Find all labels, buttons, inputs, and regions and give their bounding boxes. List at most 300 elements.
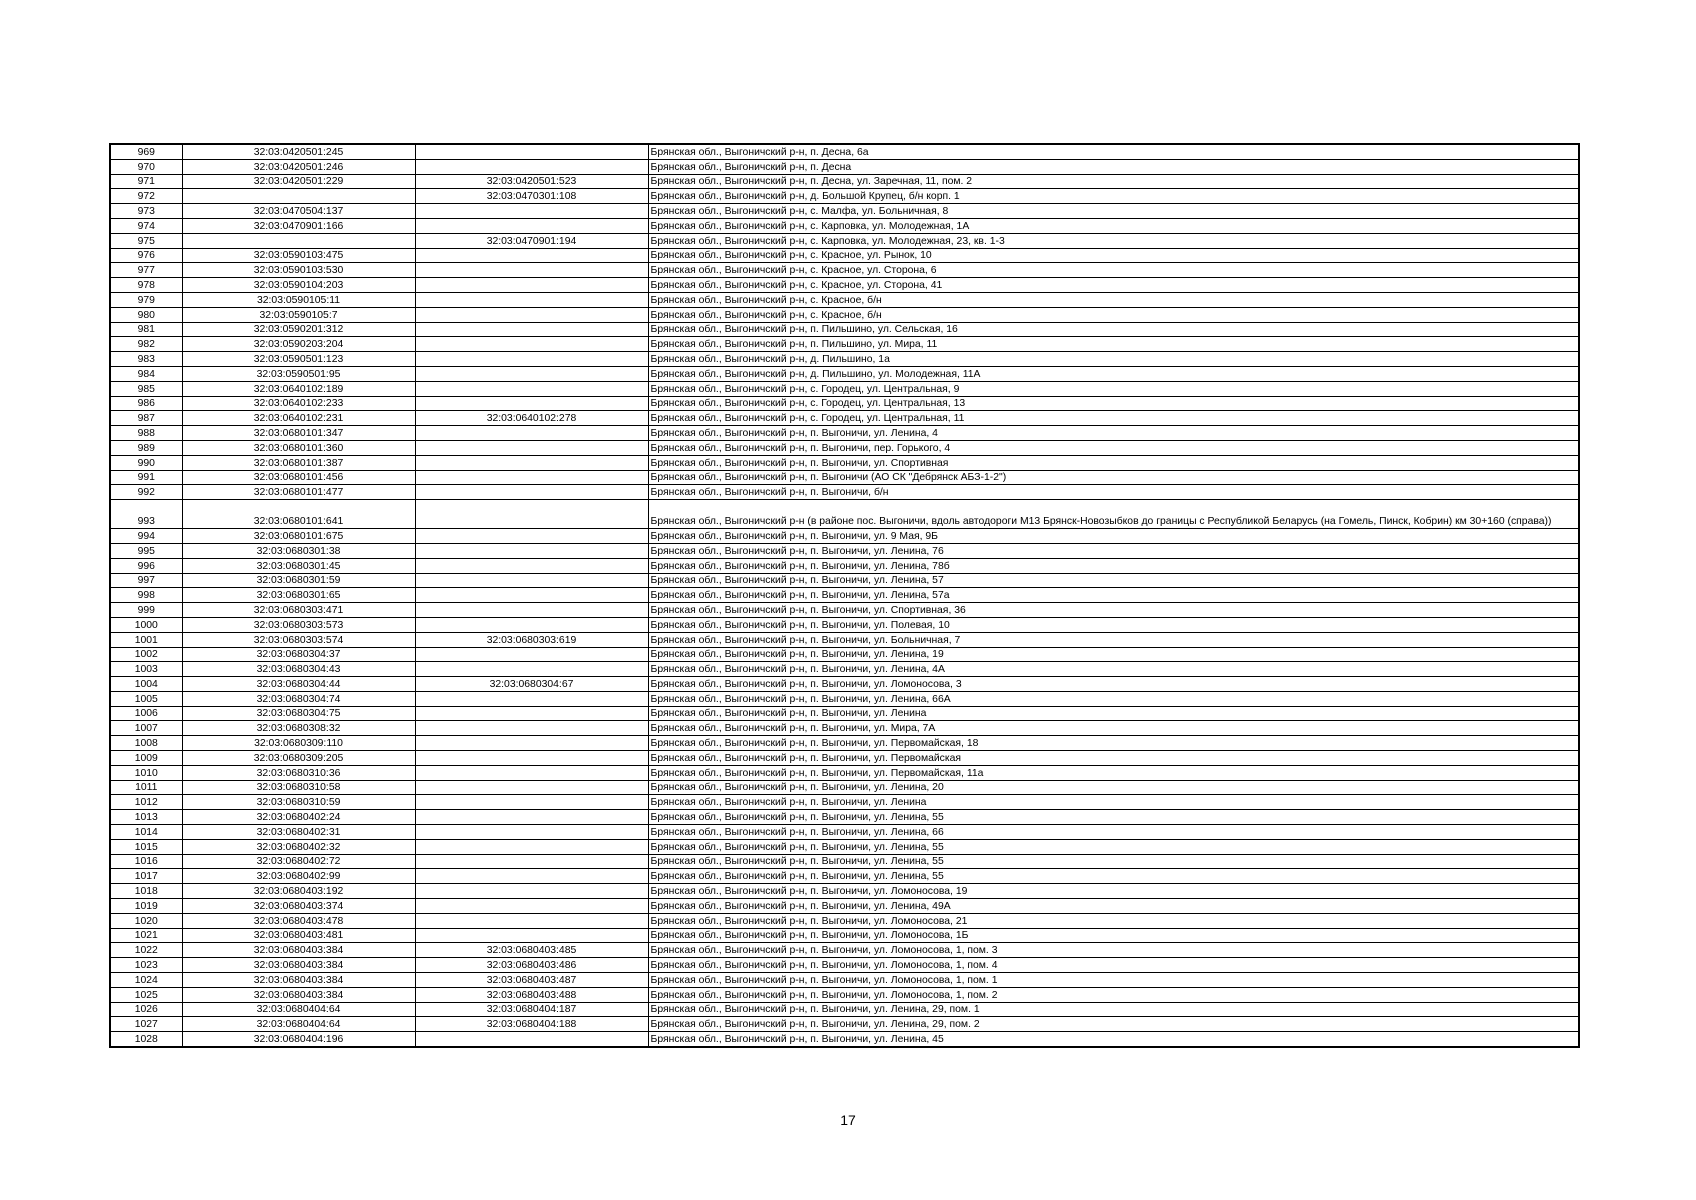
- sub-object-number-cell: [415, 455, 648, 470]
- cadastral-number-cell: 32:03:0680403:384: [182, 987, 415, 1002]
- cadastral-number-cell: 32:03:0680404:64: [182, 1002, 415, 1017]
- address-cell: Брянская обл., Выгоничский р-н (в районе пос. Выгоничи, вдоль автодороги М13 Брянск-Новозыбков до границы с Республикой Беларусь (на Гомель, Пинск, Кобрин) км 30+160 (справа)): [648, 500, 1579, 529]
- sub-object-number-cell: [415, 736, 648, 751]
- cadastral-number-cell: 32:03:0680403:384: [182, 958, 415, 973]
- cadastral-number-cell: 32:03:0680101:347: [182, 426, 415, 441]
- row-number-cell: 982: [110, 337, 182, 352]
- address-cell: Брянская обл., Выгоничский р-н, с. Малфа, ул. Больничная, 8: [648, 204, 1579, 219]
- sub-object-number-cell: 32:03:0420501:523: [415, 174, 648, 189]
- address-cell: Брянская обл., Выгоничский р-н, п. Выгоничи, ул. Спортивная: [648, 455, 1579, 470]
- cadastral-number-cell: 32:03:0590104:203: [182, 278, 415, 293]
- table-row: [110, 632, 1579, 647]
- cadastral-number-cell: 32:03:0680310:58: [182, 780, 415, 795]
- row-number-cell: 984: [110, 366, 182, 381]
- cadastral-number-cell: 32:03:0680402:99: [182, 869, 415, 884]
- sub-object-number-cell: 32:03:0680404:188: [415, 1017, 648, 1032]
- table-row: [110, 263, 1579, 278]
- cadastral-number-cell: [182, 189, 415, 204]
- address-cell: Брянская обл., Выгоничский р-н, п. Пильшино, ул. Сельская, 16: [648, 322, 1579, 337]
- page-number: 17: [840, 1112, 856, 1128]
- address-cell: Брянская обл., Выгоничский р-н, с. Карповка, ул. Молодежная, 23, кв. 1-3: [648, 233, 1579, 248]
- cadastral-number-cell: 32:03:0680304:75: [182, 706, 415, 721]
- address-cell: Брянская обл., Выгоничский р-н, п. Выгоничи, ул. Ленина, 78б: [648, 558, 1579, 573]
- address-cell: Брянская обл., Выгоничский р-н, с. Карповка, ул. Молодежная, 1А: [648, 218, 1579, 233]
- sub-object-number-cell: [415, 500, 648, 529]
- row-number-cell: 1011: [110, 780, 182, 795]
- address-cell: Брянская обл., Выгоничский р-н, с. Красное, ул. Сторона, 41: [648, 278, 1579, 293]
- table-row: [110, 839, 1579, 854]
- address-cell: Брянская обл., Выгоничский р-н, п. Выгоничи, ул. Ломоносова, 3: [648, 677, 1579, 692]
- cadastral-number-cell: [182, 233, 415, 248]
- registry-table-sheet: [109, 143, 1580, 1048]
- table-row: [110, 352, 1579, 367]
- sub-object-number-cell: [415, 751, 648, 766]
- address-cell: Брянская обл., Выгоничский р-н, д. Пильшино, 1а: [648, 352, 1579, 367]
- table-row: [110, 455, 1579, 470]
- table-row: [110, 322, 1579, 337]
- table-row: [110, 810, 1579, 825]
- row-number-cell: 1000: [110, 617, 182, 632]
- row-number-cell: 986: [110, 396, 182, 411]
- cadastral-number-cell: 32:03:0470901:166: [182, 218, 415, 233]
- sub-object-number-cell: [415, 366, 648, 381]
- table-row: [110, 366, 1579, 381]
- table-row: [110, 943, 1579, 958]
- table-row: [110, 426, 1579, 441]
- address-cell: Брянская обл., Выгоничский р-н, д. Большой Крупец, б/н корп. 1: [648, 189, 1579, 204]
- row-number-cell: 1012: [110, 795, 182, 810]
- table-row: [110, 381, 1579, 396]
- cadastral-number-cell: 32:03:0590203:204: [182, 337, 415, 352]
- sub-object-number-cell: [415, 263, 648, 278]
- cadastral-number-cell: 32:03:0420501:245: [182, 144, 415, 159]
- sub-object-number-cell: 32:03:0680304:67: [415, 677, 648, 692]
- sub-object-number-cell: [415, 159, 648, 174]
- table-row: [110, 218, 1579, 233]
- address-cell: Брянская обл., Выгоничский р-н, п. Выгоничи, ул. Мира, 7А: [648, 721, 1579, 736]
- sub-object-number-cell: 32:03:0680403:487: [415, 973, 648, 988]
- cadastral-number-cell: 32:03:0680101:477: [182, 485, 415, 500]
- row-number-cell: 1017: [110, 869, 182, 884]
- table-row: [110, 751, 1579, 766]
- sub-object-number-cell: [415, 588, 648, 603]
- row-number-cell: 1026: [110, 1002, 182, 1017]
- row-number-cell: 977: [110, 263, 182, 278]
- row-number-cell: 1021: [110, 928, 182, 943]
- table-row: [110, 736, 1579, 751]
- cadastral-number-cell: 32:03:0680304:37: [182, 647, 415, 662]
- row-number-cell: 1013: [110, 810, 182, 825]
- table-row: [110, 987, 1579, 1002]
- table-row: [110, 662, 1579, 677]
- cadastral-number-cell: 32:03:0680301:38: [182, 543, 415, 558]
- row-number-cell: 975: [110, 233, 182, 248]
- row-number-cell: 1022: [110, 943, 182, 958]
- cadastral-number-cell: 32:03:0680403:384: [182, 973, 415, 988]
- row-number-cell: 1023: [110, 958, 182, 973]
- address-cell: Брянская обл., Выгоничский р-н, п. Выгоничи, ул. Ломоносова, 1, пом. 4: [648, 958, 1579, 973]
- cadastral-number-cell: 32:03:0680404:64: [182, 1017, 415, 1032]
- cadastral-number-cell: 32:03:0590105:11: [182, 292, 415, 307]
- sub-object-number-cell: [415, 928, 648, 943]
- cadastral-number-cell: 32:03:0680304:43: [182, 662, 415, 677]
- address-cell: Брянская обл., Выгоничский р-н, п. Выгоничи, ул. Первомайская: [648, 751, 1579, 766]
- cadastral-number-cell: 32:03:0680303:574: [182, 632, 415, 647]
- address-cell: Брянская обл., Выгоничский р-н, п. Выгоничи, ул. Ленина, 29, пом. 1: [648, 1002, 1579, 1017]
- row-number-cell: 1009: [110, 751, 182, 766]
- row-number-cell: 995: [110, 543, 182, 558]
- sub-object-number-cell: [415, 825, 648, 840]
- table-row: [110, 204, 1579, 219]
- sub-object-number-cell: [415, 617, 648, 632]
- cadastral-number-cell: 32:03:0680309:205: [182, 751, 415, 766]
- row-number-cell: 1020: [110, 913, 182, 928]
- address-cell: Брянская обл., Выгоничский р-н, п. Выгоничи, ул. Ломоносова, 19: [648, 884, 1579, 899]
- sub-object-number-cell: 32:03:0680404:187: [415, 1002, 648, 1017]
- row-number-cell: 974: [110, 218, 182, 233]
- row-number-cell: 1024: [110, 973, 182, 988]
- sub-object-number-cell: [415, 899, 648, 914]
- sub-object-number-cell: [415, 218, 648, 233]
- address-cell: Брянская обл., Выгоничский р-н, п. Пильшино, ул. Мира, 11: [648, 337, 1579, 352]
- row-number-cell: 970: [110, 159, 182, 174]
- address-cell: Брянская обл., Выгоничский р-н, п. Выгоничи, ул. Первомайская, 18: [648, 736, 1579, 751]
- table-row: [110, 780, 1579, 795]
- cadastral-number-cell: 32:03:0680303:471: [182, 603, 415, 618]
- cadastral-number-cell: 32:03:0680101:456: [182, 470, 415, 485]
- address-cell: Брянская обл., Выгоничский р-н, п. Выгоничи, ул. Ленина, 66А: [648, 691, 1579, 706]
- cadastral-number-cell: 32:03:0590501:123: [182, 352, 415, 367]
- cadastral-number-cell: 32:03:0680301:65: [182, 588, 415, 603]
- cadastral-number-cell: 32:03:0680309:110: [182, 736, 415, 751]
- address-cell: Брянская обл., Выгоничский р-н, п. Выгоничи, ул. Ленина, 45: [648, 1032, 1579, 1047]
- address-cell: Брянская обл., Выгоничский р-н, п. Выгоничи, ул. Полевая, 10: [648, 617, 1579, 632]
- cadastral-number-cell: 32:03:0680402:31: [182, 825, 415, 840]
- row-number-cell: 983: [110, 352, 182, 367]
- sub-object-number-cell: [415, 795, 648, 810]
- sub-object-number-cell: [415, 292, 648, 307]
- row-number-cell: 1018: [110, 884, 182, 899]
- row-number-cell: 976: [110, 248, 182, 263]
- table-row: [110, 470, 1579, 485]
- cadastral-number-cell: 32:03:0590501:95: [182, 366, 415, 381]
- address-cell: Брянская обл., Выгоничский р-н, п. Выгоничи, ул. Ломоносова, 1Б: [648, 928, 1579, 943]
- table-row: [110, 1032, 1579, 1047]
- sub-object-number-cell: [415, 485, 648, 500]
- sub-object-number-cell: [415, 884, 648, 899]
- row-number-cell: 997: [110, 573, 182, 588]
- sub-object-number-cell: [415, 662, 648, 677]
- table-row: [110, 543, 1579, 558]
- sub-object-number-cell: [415, 603, 648, 618]
- row-number-cell: 993: [110, 500, 182, 529]
- table-row: [110, 558, 1579, 573]
- table-row: [110, 721, 1579, 736]
- row-number-cell: 1004: [110, 677, 182, 692]
- address-cell: Брянская обл., Выгоничский р-н, п. Выгоничи, ул. Ленина, 29, пом. 2: [648, 1017, 1579, 1032]
- cadastral-number-cell: 32:03:0680402:24: [182, 810, 415, 825]
- row-number-cell: 973: [110, 204, 182, 219]
- address-cell: Брянская обл., Выгоничский р-н, с. Красное, б/н: [648, 292, 1579, 307]
- cadastral-number-cell: 32:03:0590103:530: [182, 263, 415, 278]
- address-cell: Брянская обл., Выгоничский р-н, п. Выгоничи, ул. 9 Мая, 9Б: [648, 529, 1579, 544]
- sub-object-number-cell: 32:03:0680303:619: [415, 632, 648, 647]
- cadastral-number-cell: 32:03:0470504:137: [182, 204, 415, 219]
- cadastral-number-cell: 32:03:0680301:45: [182, 558, 415, 573]
- table-row: [110, 411, 1579, 426]
- sub-object-number-cell: [415, 278, 648, 293]
- address-cell: Брянская обл., Выгоничский р-н, с. Городец, ул. Центральная, 13: [648, 396, 1579, 411]
- row-number-cell: 996: [110, 558, 182, 573]
- address-cell: Брянская обл., Выгоничский р-н, п. Выгоничи, ул. Больничная, 7: [648, 632, 1579, 647]
- table-row: [110, 159, 1579, 174]
- cadastral-number-cell: 32:03:0680403:374: [182, 899, 415, 914]
- sub-object-number-cell: [415, 706, 648, 721]
- address-cell: Брянская обл., Выгоничский р-н, п. Выгоничи, ул. Ленина, 4: [648, 426, 1579, 441]
- row-number-cell: 980: [110, 307, 182, 322]
- row-number-cell: 1028: [110, 1032, 182, 1047]
- table-row: [110, 189, 1579, 204]
- row-number-cell: 1002: [110, 647, 182, 662]
- row-number-cell: 994: [110, 529, 182, 544]
- table-row: [110, 869, 1579, 884]
- cadastral-number-cell: 32:03:0680403:192: [182, 884, 415, 899]
- cadastral-number-cell: 32:03:0590105:7: [182, 307, 415, 322]
- table-row: [110, 396, 1579, 411]
- address-cell: Брянская обл., Выгоничский р-н, п. Выгоничи (АО СК "Дебрянск АБЗ-1-2"): [648, 470, 1579, 485]
- sub-object-number-cell: [415, 869, 648, 884]
- row-number-cell: 992: [110, 485, 182, 500]
- sub-object-number-cell: [415, 913, 648, 928]
- table-row: [110, 913, 1579, 928]
- address-cell: Брянская обл., Выгоничский р-н, п. Выгоничи, ул. Ленина, 76: [648, 543, 1579, 558]
- table-row: [110, 1017, 1579, 1032]
- address-cell: Брянская обл., Выгоничский р-н, п. Выгоничи, ул. Ленина, 20: [648, 780, 1579, 795]
- row-number-cell: 1007: [110, 721, 182, 736]
- row-number-cell: 988: [110, 426, 182, 441]
- address-cell: Брянская обл., Выгоничский р-н, п. Выгоничи, ул. Ленина, 49А: [648, 899, 1579, 914]
- address-cell: Брянская обл., Выгоничский р-н, п. Выгоничи, ул. Ленина: [648, 795, 1579, 810]
- row-number-cell: 981: [110, 322, 182, 337]
- row-number-cell: 999: [110, 603, 182, 618]
- row-number-cell: 1025: [110, 987, 182, 1002]
- sub-object-number-cell: [415, 573, 648, 588]
- registry-table: [109, 143, 1580, 1048]
- cadastral-number-cell: 32:03:0680101:387: [182, 455, 415, 470]
- address-cell: Брянская обл., Выгоничский р-н, п. Выгоничи, ул. Ленина, 4А: [648, 662, 1579, 677]
- table-row: [110, 485, 1579, 500]
- sub-object-number-cell: 32:03:0680403:486: [415, 958, 648, 973]
- cadastral-number-cell: 32:03:0680304:74: [182, 691, 415, 706]
- sub-object-number-cell: [415, 721, 648, 736]
- sub-object-number-cell: [415, 352, 648, 367]
- sub-object-number-cell: [415, 765, 648, 780]
- address-cell: Брянская обл., Выгоничский р-н, п. Десна: [648, 159, 1579, 174]
- cadastral-number-cell: 32:03:0590201:312: [182, 322, 415, 337]
- address-cell: Брянская обл., Выгоничский р-н, п. Выгоничи, пер. Горького, 4: [648, 440, 1579, 455]
- sub-object-number-cell: [415, 780, 648, 795]
- address-cell: Брянская обл., Выгоничский р-н, с. Красное, ул. Сторона, 6: [648, 263, 1579, 278]
- sub-object-number-cell: [415, 322, 648, 337]
- row-number-cell: 987: [110, 411, 182, 426]
- address-cell: Брянская обл., Выгоничский р-н, п. Выгоничи, ул. Ленина, 66: [648, 825, 1579, 840]
- table-row: [110, 884, 1579, 899]
- address-cell: Брянская обл., Выгоничский р-н, с. Городец, ул. Центральная, 9: [648, 381, 1579, 396]
- cadastral-number-cell: 32:03:0680308:32: [182, 721, 415, 736]
- table-row: [110, 573, 1579, 588]
- table-row: [110, 1002, 1579, 1017]
- sub-object-number-cell: [415, 337, 648, 352]
- row-number-cell: 1015: [110, 839, 182, 854]
- sub-object-number-cell: [415, 854, 648, 869]
- address-cell: Брянская обл., Выгоничский р-н, п. Выгоничи, ул. Ленина: [648, 706, 1579, 721]
- address-cell: Брянская обл., Выгоничский р-н, п. Десна, 6а: [648, 144, 1579, 159]
- address-cell: Брянская обл., Выгоничский р-н, п. Десна, ул. Заречная, 11, пом. 2: [648, 174, 1579, 189]
- sub-object-number-cell: [415, 529, 648, 544]
- sub-object-number-cell: 32:03:0640102:278: [415, 411, 648, 426]
- table-row: [110, 307, 1579, 322]
- cadastral-number-cell: 32:03:0640102:189: [182, 381, 415, 396]
- table-row: [110, 765, 1579, 780]
- address-cell: Брянская обл., Выгоничский р-н, д. Пильшино, ул. Молодежная, 11А: [648, 366, 1579, 381]
- table-row: [110, 603, 1579, 618]
- row-number-cell: 1014: [110, 825, 182, 840]
- address-cell: Брянская обл., Выгоничский р-н, п. Выгоничи, ул. Ломоносова, 1, пом. 1: [648, 973, 1579, 988]
- sub-object-number-cell: [415, 440, 648, 455]
- row-number-cell: 991: [110, 470, 182, 485]
- row-number-cell: 1027: [110, 1017, 182, 1032]
- sub-object-number-cell: 32:03:0680403:488: [415, 987, 648, 1002]
- cadastral-number-cell: 32:03:0680402:72: [182, 854, 415, 869]
- table-row: [110, 337, 1579, 352]
- address-cell: Брянская обл., Выгоничский р-н, п. Выгоничи, ул. Ломоносова, 1, пом. 2: [648, 987, 1579, 1002]
- cadastral-number-cell: 32:03:0680301:59: [182, 573, 415, 588]
- cadastral-number-cell: 32:03:0680403:478: [182, 913, 415, 928]
- table-row: [110, 292, 1579, 307]
- row-number-cell: 989: [110, 440, 182, 455]
- address-cell: Брянская обл., Выгоничский р-н, п. Выгоничи, ул. Ленина, 55: [648, 839, 1579, 854]
- cadastral-number-cell: 32:03:0420501:229: [182, 174, 415, 189]
- row-number-cell: 1008: [110, 736, 182, 751]
- table-row: [110, 647, 1579, 662]
- address-cell: Брянская обл., Выгоничский р-н, с. Городец, ул. Центральная, 11: [648, 411, 1579, 426]
- sub-object-number-cell: [415, 839, 648, 854]
- row-number-cell: 1005: [110, 691, 182, 706]
- cadastral-number-cell: 32:03:0680303:573: [182, 617, 415, 632]
- cadastral-number-cell: 32:03:0680404:196: [182, 1032, 415, 1047]
- sub-object-number-cell: [415, 691, 648, 706]
- sub-object-number-cell: 32:03:0470901:194: [415, 233, 648, 248]
- table-row: [110, 958, 1579, 973]
- cadastral-number-cell: 32:03:0680304:44: [182, 677, 415, 692]
- cadastral-number-cell: 32:03:0680403:384: [182, 943, 415, 958]
- table-row: [110, 588, 1579, 603]
- sub-object-number-cell: [415, 426, 648, 441]
- table-row: [110, 854, 1579, 869]
- row-number-cell: 969: [110, 144, 182, 159]
- sub-object-number-cell: [415, 1032, 648, 1047]
- address-cell: Брянская обл., Выгоничский р-н, п. Выгоничи, ул. Ломоносова, 1, пом. 3: [648, 943, 1579, 958]
- row-number-cell: 972: [110, 189, 182, 204]
- table-row: [110, 278, 1579, 293]
- table-row: [110, 973, 1579, 988]
- table-row: [110, 825, 1579, 840]
- row-number-cell: 990: [110, 455, 182, 470]
- row-number-cell: 978: [110, 278, 182, 293]
- address-cell: Брянская обл., Выгоничский р-н, п. Выгоничи, ул. Спортивная, 36: [648, 603, 1579, 618]
- row-number-cell: 998: [110, 588, 182, 603]
- address-cell: Брянская обл., Выгоничский р-н, п. Выгоничи, б/н: [648, 485, 1579, 500]
- table-row: [110, 928, 1579, 943]
- sub-object-number-cell: [415, 558, 648, 573]
- cadastral-number-cell: 32:03:0680101:641: [182, 500, 415, 529]
- sub-object-number-cell: [415, 470, 648, 485]
- sub-object-number-cell: 32:03:0680403:485: [415, 943, 648, 958]
- sub-object-number-cell: [415, 810, 648, 825]
- address-cell: Брянская обл., Выгоничский р-н, п. Выгоничи, ул. Первомайская, 11а: [648, 765, 1579, 780]
- row-number-cell: 1010: [110, 765, 182, 780]
- sub-object-number-cell: [415, 543, 648, 558]
- table-row: [110, 144, 1579, 159]
- row-number-cell: 979: [110, 292, 182, 307]
- row-number-cell: 985: [110, 381, 182, 396]
- cadastral-number-cell: 32:03:0680402:32: [182, 839, 415, 854]
- cadastral-number-cell: 32:03:0680403:481: [182, 928, 415, 943]
- table-row: [110, 233, 1579, 248]
- address-cell: Брянская обл., Выгоничский р-н, п. Выгоничи, ул. Ленина, 57: [648, 573, 1579, 588]
- sub-object-number-cell: [415, 647, 648, 662]
- sub-object-number-cell: [415, 307, 648, 322]
- row-number-cell: 1016: [110, 854, 182, 869]
- table-row: [110, 174, 1579, 189]
- sub-object-number-cell: [415, 396, 648, 411]
- row-number-cell: 1006: [110, 706, 182, 721]
- cadastral-number-cell: 32:03:0680310:36: [182, 765, 415, 780]
- sub-object-number-cell: [415, 204, 648, 219]
- row-number-cell: 1001: [110, 632, 182, 647]
- cadastral-number-cell: 32:03:0590103:475: [182, 248, 415, 263]
- cadastral-number-cell: 32:03:0640102:233: [182, 396, 415, 411]
- table-row: [110, 617, 1579, 632]
- registry-table-body: [110, 144, 1579, 1047]
- sub-object-number-cell: [415, 144, 648, 159]
- address-cell: Брянская обл., Выгоничский р-н, п. Выгоничи, ул. Ленина, 19: [648, 647, 1579, 662]
- table-row: [110, 795, 1579, 810]
- sub-object-number-cell: [415, 381, 648, 396]
- table-row: [110, 677, 1579, 692]
- table-row: [110, 691, 1579, 706]
- row-number-cell: 1019: [110, 899, 182, 914]
- sub-object-number-cell: 32:03:0470301:108: [415, 189, 648, 204]
- cadastral-number-cell: 32:03:0680101:675: [182, 529, 415, 544]
- table-row: [110, 440, 1579, 455]
- table-row: [110, 706, 1579, 721]
- table-row: [110, 899, 1579, 914]
- table-row: [110, 500, 1579, 529]
- address-cell: Брянская обл., Выгоничский р-н, п. Выгоничи, ул. Ленина, 55: [648, 869, 1579, 884]
- cadastral-number-cell: 32:03:0680310:59: [182, 795, 415, 810]
- row-number-cell: 1003: [110, 662, 182, 677]
- cadastral-number-cell: 32:03:0420501:246: [182, 159, 415, 174]
- cadastral-number-cell: 32:03:0640102:231: [182, 411, 415, 426]
- address-cell: Брянская обл., Выгоничский р-н, п. Выгоничи, ул. Ломоносова, 21: [648, 913, 1579, 928]
- address-cell: Брянская обл., Выгоничский р-н, с. Красное, б/н: [648, 307, 1579, 322]
- address-cell: Брянская обл., Выгоничский р-н, п. Выгоничи, ул. Ленина, 55: [648, 854, 1579, 869]
- cadastral-number-cell: 32:03:0680101:360: [182, 440, 415, 455]
- sub-object-number-cell: [415, 248, 648, 263]
- address-cell: Брянская обл., Выгоничский р-н, п. Выгоничи, ул. Ленина, 55: [648, 810, 1579, 825]
- table-row: [110, 248, 1579, 263]
